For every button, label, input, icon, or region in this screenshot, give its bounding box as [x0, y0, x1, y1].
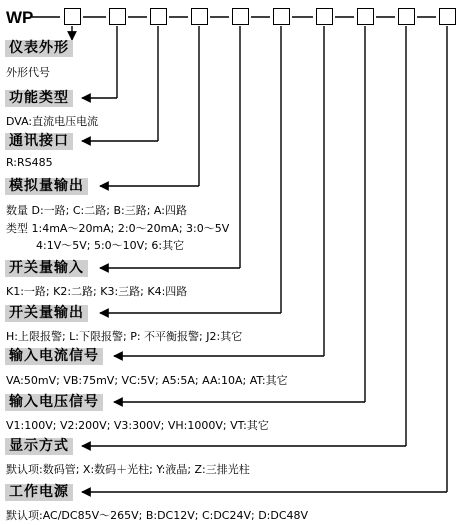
code-box-8 [357, 8, 374, 25]
heading-switch-input: 开关量输入 [5, 260, 88, 277]
code-box-9 [398, 8, 415, 25]
communication-line-1: R:RS485 [6, 156, 53, 169]
model-prefix: WP [6, 8, 34, 27]
heading-current-input: 输入电流信号 [5, 348, 103, 365]
code-box-3 [150, 8, 167, 25]
current-input-line-1: VA:50mV; VB:75mV; VC:5V; A5:5A; AA:10A; AT:其它 [6, 374, 288, 387]
function-type-line-1: DVA:直流电压电流 [6, 115, 99, 128]
code-box-4 [191, 8, 208, 25]
analog-output-line-1: 数量 D:一路; C:二路; B:三路; A:四路 [6, 204, 187, 217]
switch-input-line-1: K1:一路; K2:二路; K3:三路; K4:四路 [6, 285, 188, 298]
code-box-7 [316, 8, 333, 25]
heading-communication: 通讯接口 [5, 133, 73, 150]
code-box-1 [64, 8, 81, 25]
heading-power-supply: 工作电源 [5, 484, 73, 501]
analog-output-line-3: 4:1V～5V; 5:0～10V; 6:其它 [36, 239, 185, 252]
heading-switch-output: 开关量输出 [5, 305, 88, 322]
display-mode-line-1: 默认项:数码管; X:数码＋光柱; Y:液晶; Z:三排光柱 [6, 463, 250, 476]
code-box-5 [232, 8, 249, 25]
heading-display-mode: 显示方式 [5, 438, 73, 455]
appearance-line-1: 外形代号 [6, 66, 50, 79]
code-box-6 [273, 8, 290, 25]
heading-function-type: 功能类型 [5, 90, 73, 107]
voltage-input-line-1: V1:100V; V2:200V; V3:300V; VH:1000V; VT:其它 [6, 419, 269, 432]
heading-analog-output: 模拟量输出 [5, 178, 88, 195]
switch-output-line-1: H:上限报警; L:下限报警; P: 不平衡报警; J2:其它 [6, 330, 243, 343]
code-box-10 [439, 8, 456, 25]
analog-output-line-2: 类型 1:4mA～20mA; 2:0～20mA; 3:0～5V [6, 222, 230, 235]
code-box-2 [109, 8, 126, 25]
heading-appearance: 仪表外形 [5, 40, 73, 57]
power-supply-line-1: 默认项:AC/DC85V～265V; B:DC12V; C:DC24V; D:DC48V [6, 509, 309, 522]
heading-voltage-input: 输入电压信号 [5, 394, 103, 411]
